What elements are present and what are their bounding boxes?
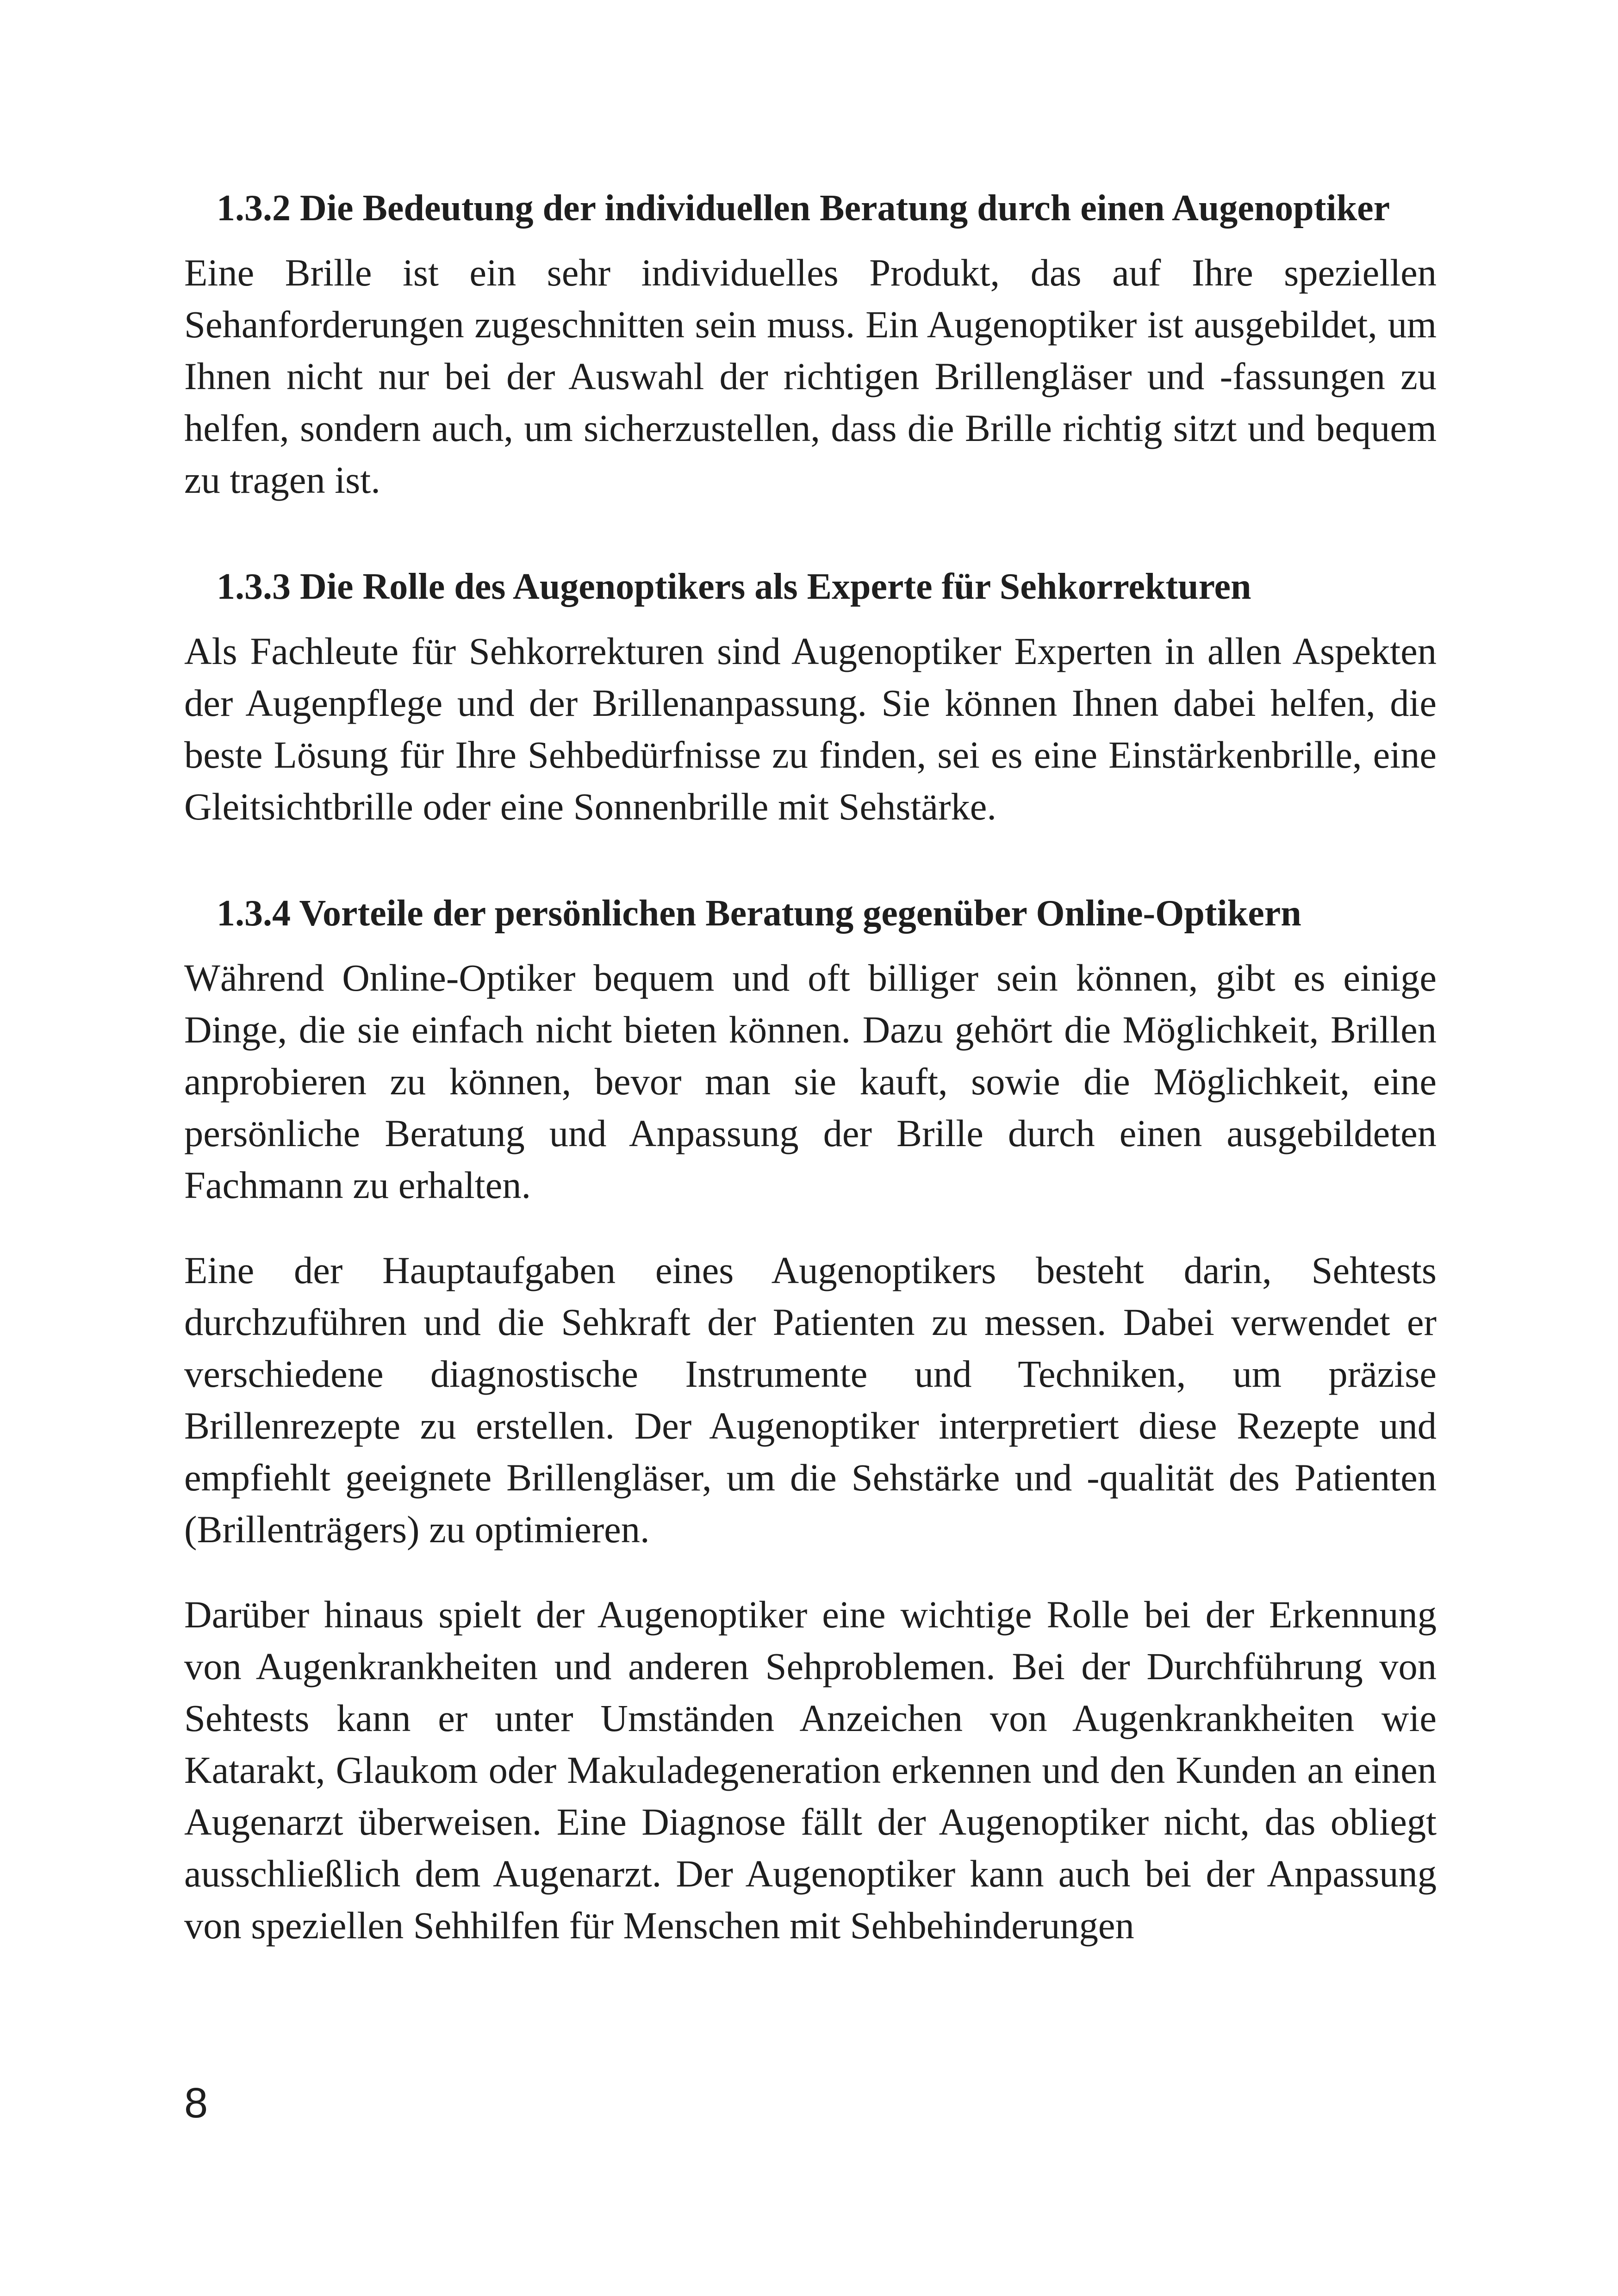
page-number: 8 (184, 2079, 208, 2127)
page-content (184, 183, 1437, 1951)
section-heading-1-3-3: 1.3.3 Die Rolle des Augenoptikers als Experte für Sehkorrekturen (217, 566, 1251, 607)
section-heading-1-3-4: 1.3.4 Vorteile der persönlichen Beratung gegenüber Online-Optikern (217, 893, 1301, 934)
paragraph: Eine der Hauptaufgaben eines Augenoptikers besteht darin, Sehtests durchzuführen und die Sehkraft der Patienten zu messen. Dabei verwendet er verschiedene diagnostische Instrumente und Techniken, um präzise Brillenrezepte zu erstellen. Der Augenoptiker interpretiert diese Rezepte und empfiehlt geeignete Brillengläser, um die Sehstärke und -qualität des Patienten (Brillenträgers) zu optimieren. (184, 1249, 1437, 1551)
section-heading-1-3-2: 1.3.2 Die Bedeutung der individuellen Beratung durch einen Augenoptiker (217, 188, 1390, 229)
paragraph: Darüber hinaus spielt der Augenoptiker eine wichtige Rolle bei der Erkennung von Augenkrankheiten und anderen Sehproblemen. Bei der Durchführung von Sehtests kann er unter Umständen Anzeichen von Augenkrankheiten wie Katarakt, Glaukom oder Makuladegeneration erkennen und den Kunden an einen Augenarzt überweisen. Eine Diagnose fällt der Augenoptiker nicht, das obliegt ausschließlich dem Augenarzt. Der Augenoptiker kann auch bei der Anpassung von speziellen Sehhilfen für Menschen mit Sehbehinderungen (184, 1593, 1437, 1947)
paragraph: Während Online-Optiker bequem und oft billiger sein können, gibt es einige Dinge, die sie einfach nicht bieten können. Dazu gehört die Möglichkeit, Brillen anprobieren zu können, bevor man sie kauft, sowie die Möglichkeit, eine persönliche Beratung und Anpassung der Brille durch einen ausgebildeten Fachmann zu erhalten. (184, 956, 1437, 1206)
paragraph: Eine Brille ist ein sehr individuelles Produkt, das auf Ihre speziellen Sehanforderungen zugeschnitten sein muss. Ein Augenoptiker ist ausgebildet, um Ihnen nicht nur bei der Auswahl der richtigen Brillengläser und -fassungen zu helfen, sondern auch, um sicherzustellen, dass die Brille richtig sitzt und bequem zu tragen ist. (184, 251, 1437, 501)
paragraph: Als Fachleute für Sehkorrekturen sind Augenoptiker Experten in allen Aspekten der Augenpflege und der Brillenanpassung. Sie können Ihnen dabei helfen, die beste Lösung für Ihre Sehbedürfnisse zu finden, sei es eine Einstärkenbrille, eine Gleitsichtbrille oder eine Sonnenbrille mit Sehstärke. (184, 630, 1437, 828)
